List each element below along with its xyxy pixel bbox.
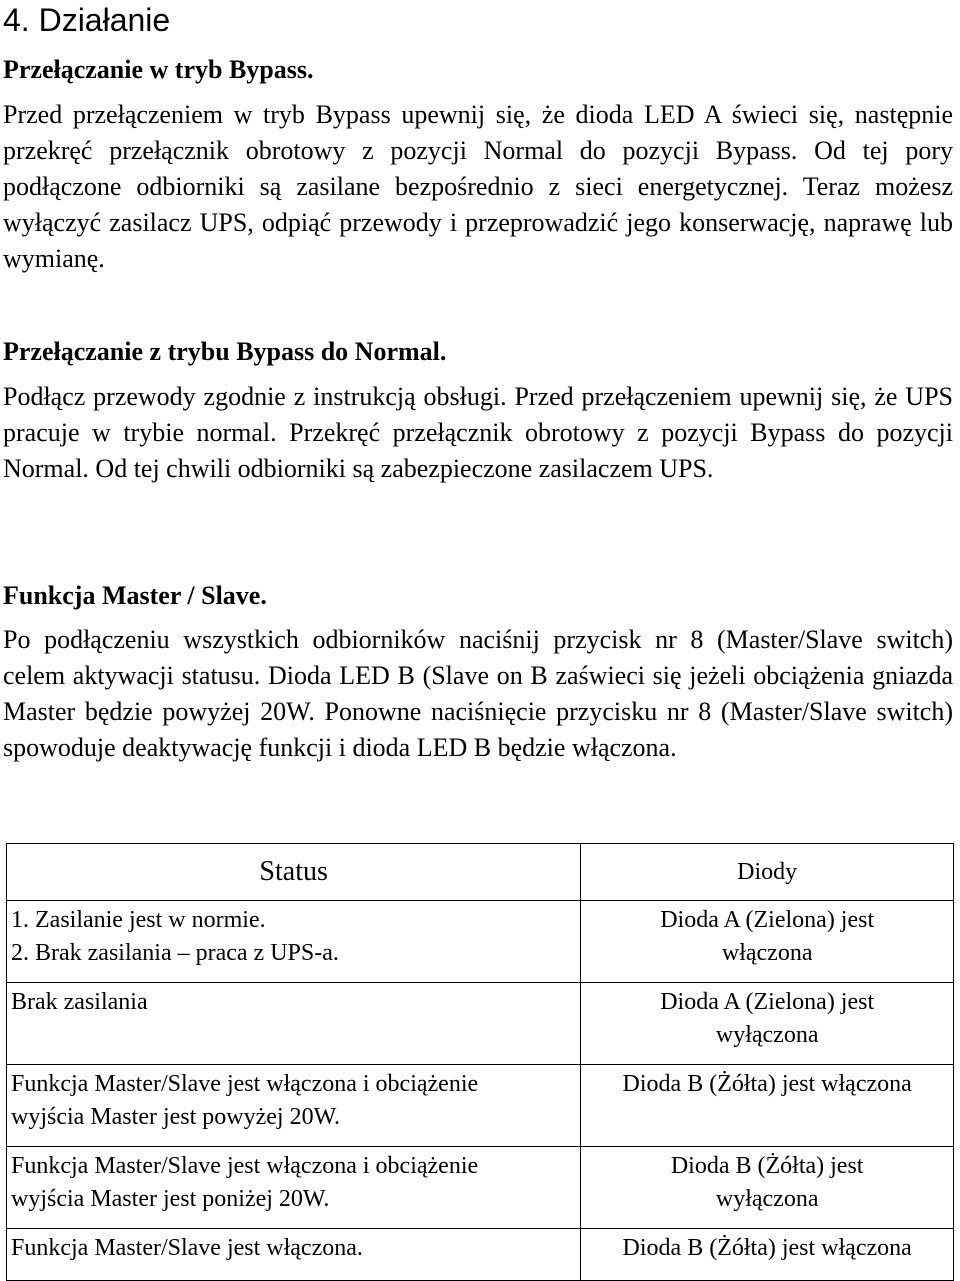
status-line: 1. Zasilanie jest w normie. xyxy=(11,907,266,933)
status-cell xyxy=(7,1229,581,1281)
diody-line: Dioda B (Żółta) jest włączona xyxy=(622,1071,912,1097)
status-cell xyxy=(7,1147,581,1229)
diody-cell xyxy=(581,983,954,1065)
table-row xyxy=(7,1065,954,1147)
table-row xyxy=(7,983,954,1065)
table-row xyxy=(7,1147,954,1229)
status-line: Funkcja Master/Slave jest włączona. xyxy=(11,1235,363,1261)
diody-line: Dioda A (Zielona) jest xyxy=(660,907,875,933)
page-title: 4. Działanie xyxy=(3,2,171,38)
diody-line: Dioda B (Żółta) jest xyxy=(670,1153,864,1179)
diody-cell xyxy=(581,1065,954,1147)
column-header-diody: Diody xyxy=(581,844,954,901)
status-line: Funkcja Master/Slave jest włączona i obciążenie xyxy=(11,1153,479,1179)
section-text-bypass: Przed przełączeniem w tryb Bypass upewnij się, że dioda LED A świeci się, następnie przekręć przełącznik obrotowy z pozycji Normal do pozycji Bypass. Od tej pory podłączone odbiorniki są zasilane bezpośrednio z sieci energetycznej. Teraz możesz wyłączyć zasilacz UPS, odpiąć przewody i przeprowadzić jego konserwację, naprawę lub wymianę. xyxy=(3,100,953,273)
status-line: 2. Brak zasilania – praca z UPS-a. xyxy=(11,940,339,966)
status-table xyxy=(6,843,954,1281)
status-cell xyxy=(7,983,581,1065)
status-line: Funkcja Master/Slave jest włączona i obciążenie xyxy=(11,1071,479,1097)
diody-cell xyxy=(581,1229,954,1281)
diody-line: wyłączona xyxy=(715,1022,819,1048)
section-heading-bypass: Przełączanie w tryb Bypass. xyxy=(3,55,314,84)
status-line: wyjścia Master jest powyżej 20W. xyxy=(11,1104,341,1130)
status-line: wyjścia Master jest poniżej 20W. xyxy=(11,1186,330,1212)
diody-line: wyłączona xyxy=(715,1186,819,1212)
diody-line: Dioda B (Żółta) jest włączona xyxy=(622,1235,912,1261)
table-header-row xyxy=(7,844,954,901)
status-cell xyxy=(7,1065,581,1147)
diody-cell xyxy=(581,1147,954,1229)
diody-line: Dioda A (Zielona) jest xyxy=(660,989,875,1015)
status-cell xyxy=(7,901,581,983)
column-header-status: Status xyxy=(7,844,581,901)
section-text-normal: Podłącz przewody zgodnie z instrukcją obsługi. Przed przełączeniem upewnij się, że UPS pracuje w trybie normal. Przekręć przełącznik obrotowy z pozycji Bypass do pozycji Normal. Od tej chwili odbiorniki są zabezpieczone zasilaczem UPS. xyxy=(3,382,953,483)
section-text-master-slave: Po podłączeniu wszystkich odbiorników naciśnij przycisk nr 8 (Master/Slave switch) celem aktywacji statusu. Dioda LED B (Slave on B zaświeci się jeżeli obciążenia gniazda Master będzie powyżej 20W. Ponowne naciśnięcie przycisku nr 8 (Master/Slave switch) spowoduje deaktywację funkcji i dioda LED B będzie włączona. xyxy=(3,625,953,762)
table-row xyxy=(7,901,954,983)
section-heading-normal: Przełączanie z trybu Bypass do Normal. xyxy=(3,337,447,366)
table-row xyxy=(7,1229,954,1281)
status-line: Brak zasilania xyxy=(11,989,148,1015)
diody-line: włączona xyxy=(721,940,813,966)
section-heading-master-slave: Funkcja Master / Slave. xyxy=(3,581,267,610)
diody-cell xyxy=(581,901,954,983)
